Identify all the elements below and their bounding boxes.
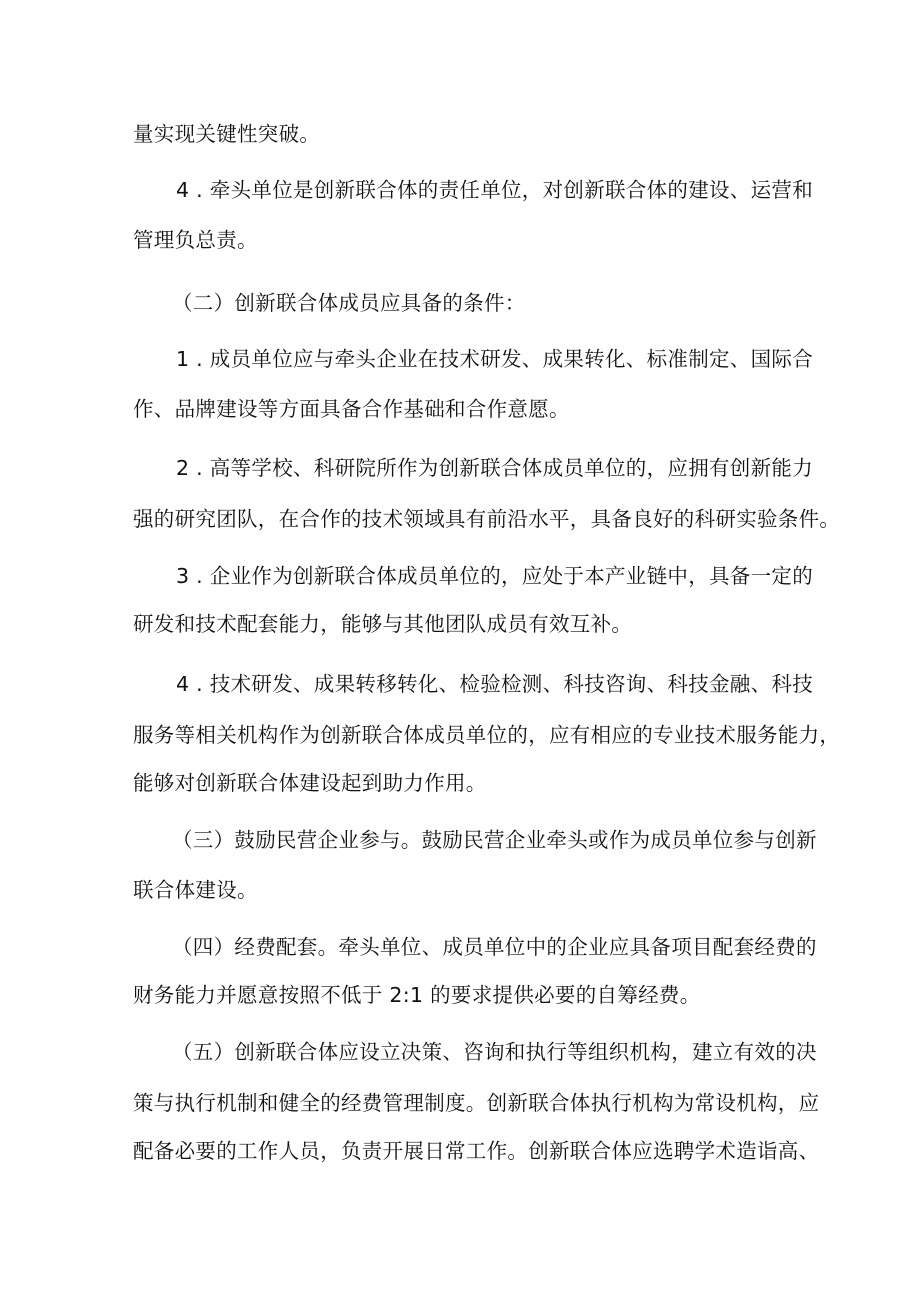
section-3-line-1: （三）鼓励民营企业参与。鼓励民营企业牵头或作为成员单位参与创新	[172, 828, 817, 852]
section-5-line-2: 策与执行机制和健全的经费管理制度。创新联合体执行机构为常设机构，应	[133, 1091, 820, 1115]
condition-4-line-3: 能够对创新联合体建设起到助力作用。	[133, 771, 487, 795]
condition-1-line-2: 作、品牌建设等方面具备合作基础和合作意愿。	[133, 397, 570, 421]
condition-1-line-1: 1 . 成员单位应与牵头企业在技术研发、成果转化、标准制定、国际合	[176, 347, 813, 371]
section-5-line-3: 配备必要的工作人员，负责开展日常工作。创新联合体应选聘学术造诣高、	[133, 1139, 820, 1163]
condition-4-line-1: 4 . 技术研发、成果转移转化、检验检测、科技咨询、科技金融、科技	[176, 672, 813, 696]
text-line: 量实现关键性突破。	[133, 122, 321, 146]
condition-2-line-1: 2 . 高等学校、科研院所作为创新联合体成员单位的，应拥有创新能力	[176, 456, 813, 480]
section-heading-2: （二）创新联合体成员应具备的条件：	[172, 291, 526, 315]
section-4-line-1: （四）经费配套。牵头单位、成员单位中的企业应具备项目配套经费的	[172, 935, 817, 959]
section-4-line-2: 财务能力并愿意按照不低于 2:1 的要求提供必要的自筹经费。	[133, 983, 701, 1007]
paragraph-item-4-line-2: 管理负总责。	[133, 228, 258, 252]
condition-4-line-2: 服务等相关机构作为创新联合体成员单位的，应有相应的专业技术服务能力，	[133, 723, 841, 747]
condition-3-line-1: 3 . 企业作为创新联合体成员单位的，应处于本产业链中，具备一定的	[176, 564, 813, 588]
condition-3-line-2: 研发和技术配套能力，能够与其他团队成员有效互补。	[133, 612, 633, 636]
section-3-line-2: 联合体建设。	[133, 878, 258, 902]
condition-2-line-2: 强的研究团队，在合作的技术领域具有前沿水平，具备良好的科研实验条件。	[133, 507, 841, 531]
section-5-line-1: （五）创新联合体应设立决策、咨询和执行等组织机构，建立有效的决	[172, 1040, 817, 1064]
paragraph-item-4-line-1: 4 . 牵头单位是创新联合体的责任单位，对创新联合体的建设、运营和	[176, 178, 813, 202]
